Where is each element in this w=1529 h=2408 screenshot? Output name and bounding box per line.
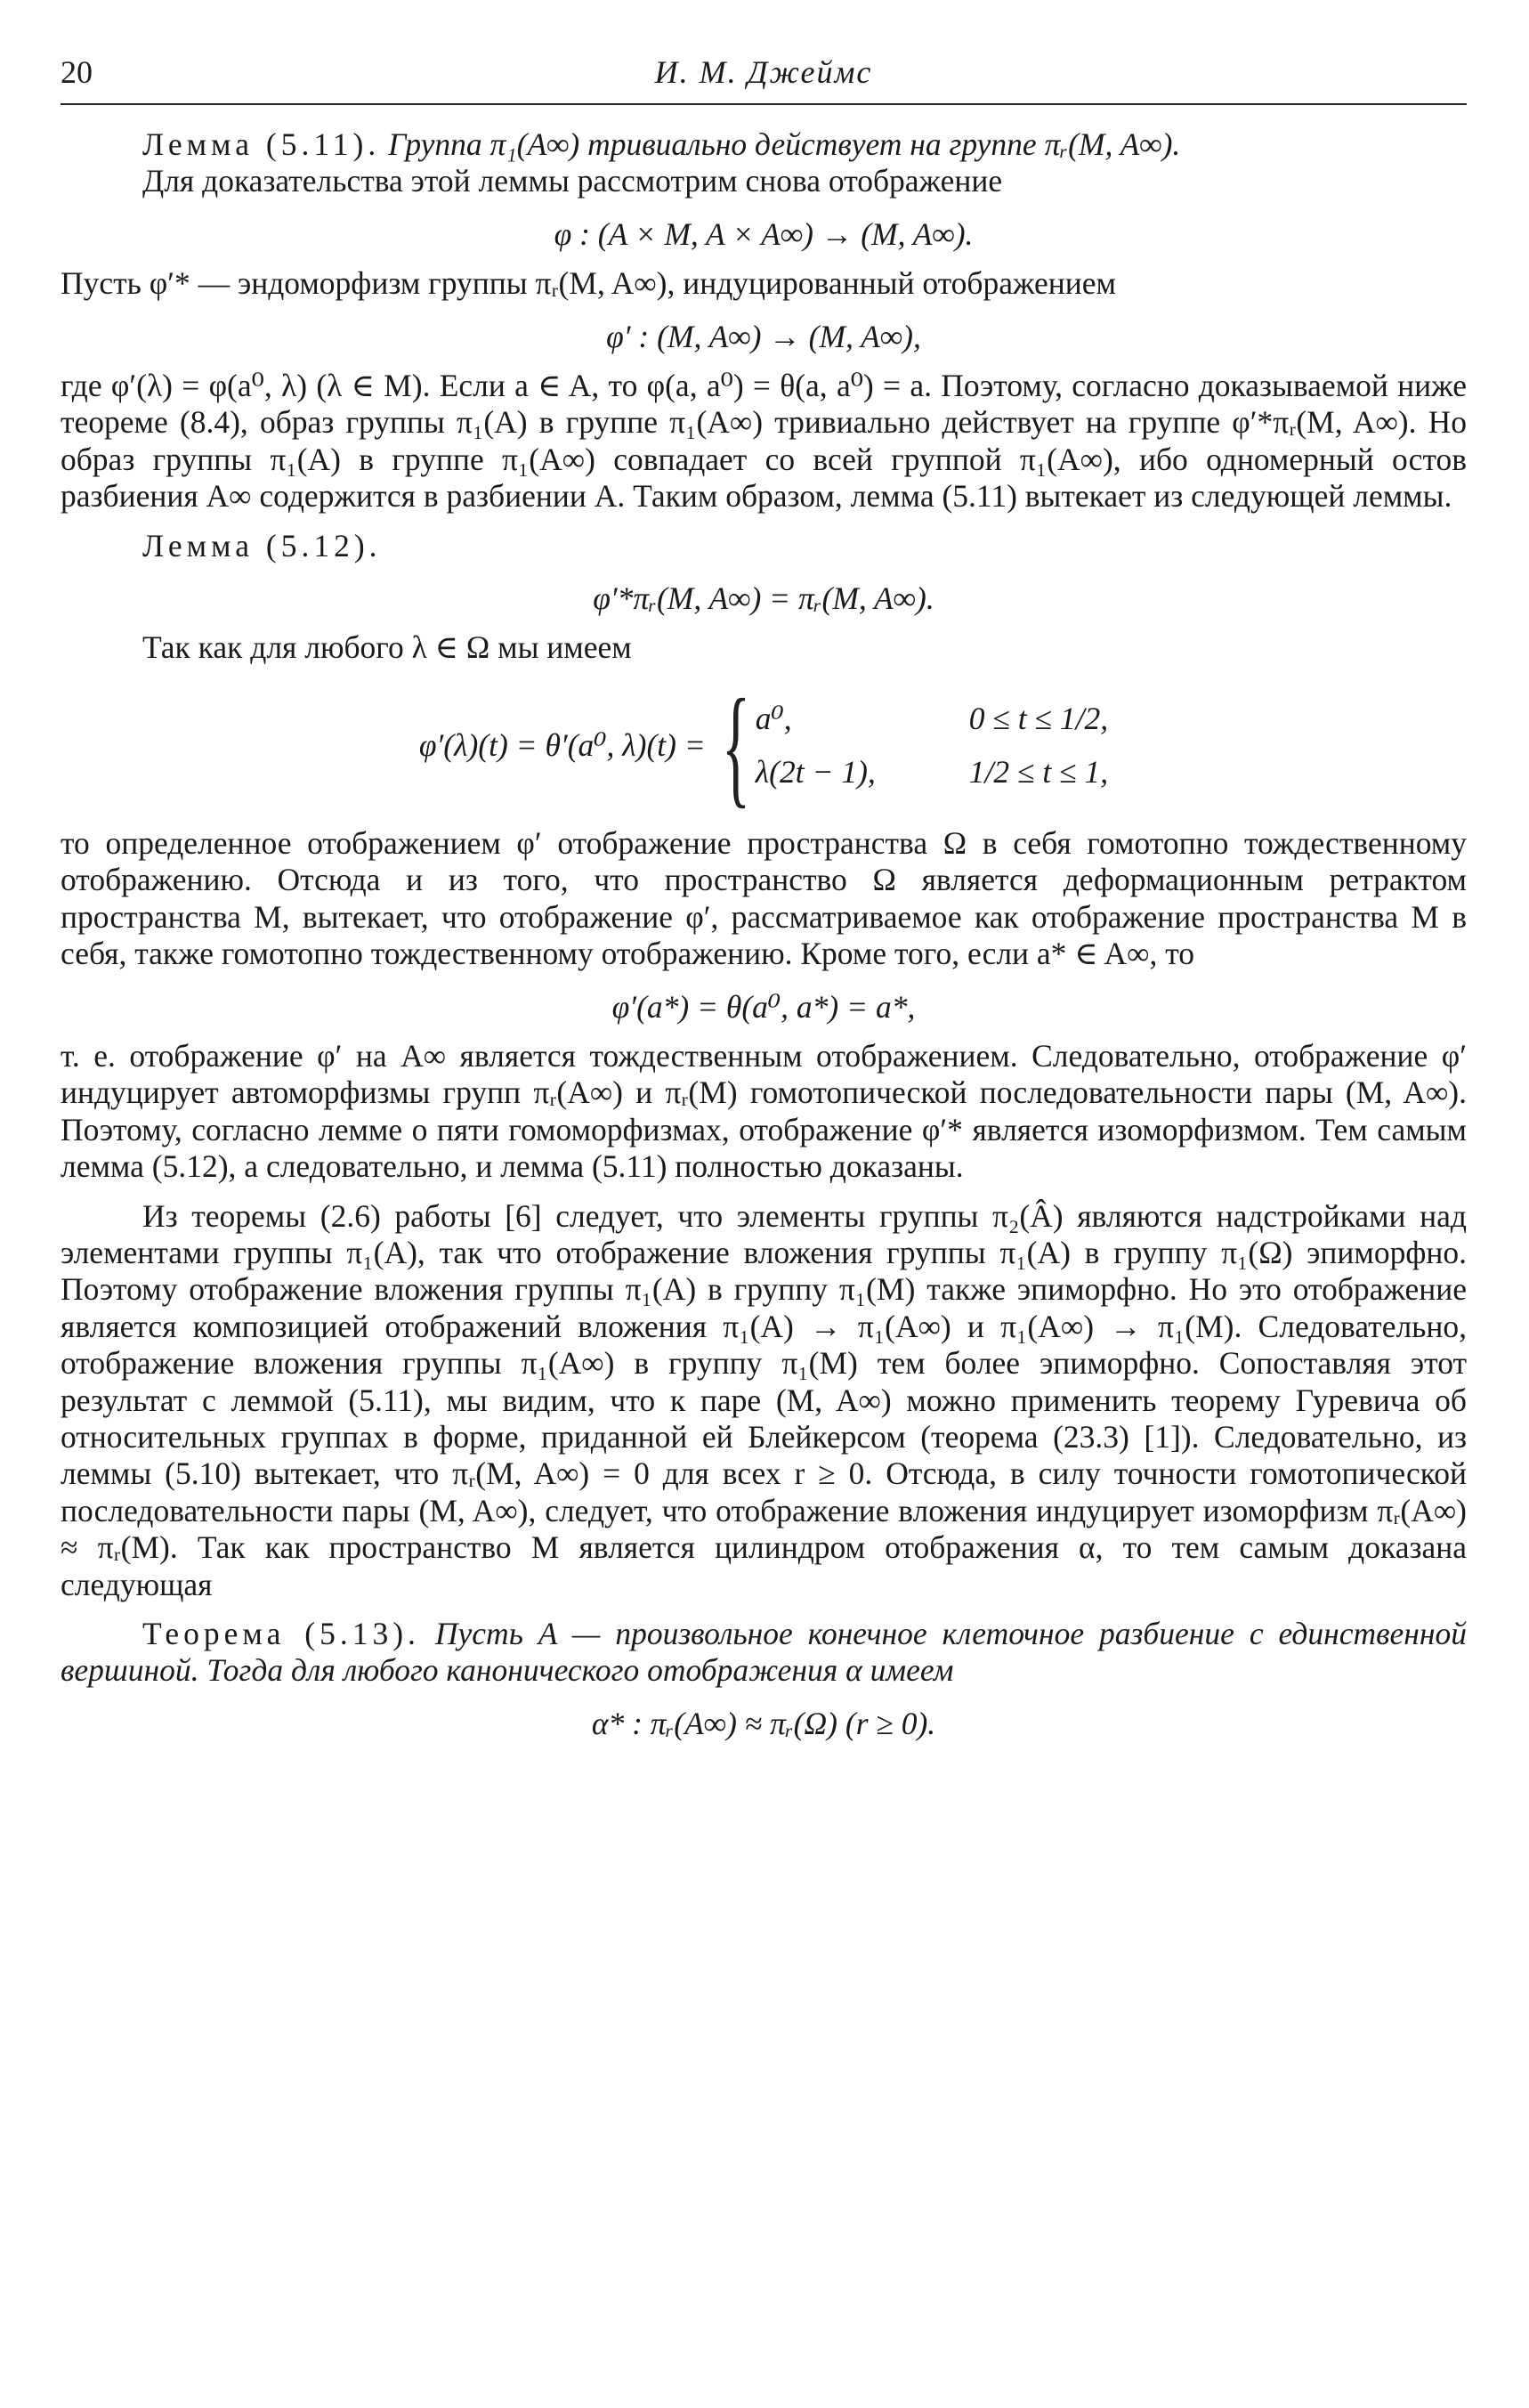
piecewise-lhs: φ′(λ)(t) = θ′(a⁰, λ)(t) = bbox=[418, 727, 706, 764]
case-2-value: λ(2t − 1), bbox=[755, 753, 876, 790]
brace: { bbox=[721, 671, 750, 820]
page-body bbox=[61, 126, 1467, 1742]
page bbox=[61, 50, 1467, 1755]
paragraph-5: то определенное отображением φ′ отображение пространства Ω в себя гомотопно тождественному отображению. Отсюда и из того, что пространство Ω является деформационным ретрактом пространства M, вытекает, что отображение φ′, рассматриваемое как отображение пространства M в себя, также гомотопно тождественному отображению. Кроме того, если a* ∈ A∞, то bbox=[61, 824, 1467, 972]
piecewise-row bbox=[756, 701, 1108, 737]
running-head: И. М. Джеймс bbox=[654, 54, 873, 90]
case-2-condition: 1/2 ≤ t ≤ 1, bbox=[968, 753, 1109, 790]
formula-5: α* : πᵣ(A∞) ≈ πᵣ(Ω) (r ≥ 0). bbox=[591, 1705, 936, 1741]
case-1-value: a⁰, bbox=[755, 701, 792, 737]
paragraph-6: т. е. отображение φ′ на A∞ является тождественным отображением. Следовательно, отображение φ′ индуцирует автоморфизмы групп πᵣ(A∞) и πᵣ(M) гомотопической последовательности пары (M, A∞). Поэтому, согласно лемме о пяти гомоморфизмах, отображение φ′* является изоморфизмом. Тем самым лемма (5.12), а следовательно, и лемма (5.11) полностью доказаны. bbox=[61, 1037, 1467, 1185]
theorem-5-13-text: Пусть A — произвольное конечное клеточное разбиение с единственной вершиной. Тогда для любого канонического отображения α имеем bbox=[61, 1616, 1468, 1689]
piecewise-row bbox=[756, 754, 1108, 791]
paragraph-2: Пусть φ′* — эндоморфизм группы πᵣ(M, A∞), индуцированный отображением bbox=[61, 265, 1117, 302]
paragraph-1: Для доказательства этой леммы рассмотрим снова отображение bbox=[142, 163, 1003, 199]
page-number: 20 bbox=[61, 54, 93, 90]
lemma-5-11-label: Лемма (5.11). bbox=[142, 126, 381, 162]
page-header bbox=[61, 50, 1467, 105]
piecewise-cases bbox=[756, 701, 1108, 791]
formula-3: φ′*πᵣ(M, A∞) = πᵣ(M, A∞). bbox=[593, 580, 934, 617]
theorem-5-13 bbox=[61, 1616, 1467, 1690]
formula-2: φ′ : (M, A∞) → (M, A∞), bbox=[606, 318, 921, 354]
case-1-condition: 0 ≤ t ≤ 1/2, bbox=[968, 701, 1109, 737]
lemma-5-12-label: Лемма (5.12). bbox=[142, 527, 382, 563]
piecewise-formula bbox=[61, 671, 1467, 820]
paragraph-7: Из теоремы (2.6) работы [6] следует, что элементы группы π₂(Â) являются надстройками над элементами группы π₁(A), так что отображение вложения группы π₁(A) в группу π₁(Ω) эпиморфно. Поэтому отображение вложения группы π₁(A) в группу π₁(M) также эпиморфно. Но это отображение является композицией отображений вложения π₁(A) → π₁(A∞) и π₁(A∞) → π₁(M). Следовательно, отображение вложения группы π₁(A∞) в группу π₁(M) тем более эпиморфно. Сопоставляя этот результат с леммой (5.11), мы видим, что к паре (M, A∞) можно применить теорему Гуревича об относительных группах в форме, приданной ей Блейкерсом (теорема (23.3) [1]). Следовательно, из леммы (5.10) вытекает, что πᵣ(M, A∞) = 0 для всех r ≥ 0. Отсюда, в силу точности гомотопической последовательности пары (M, A∞), следует, что отображение вложения индуцирует изоморфизм πᵣ(A∞) ≈ πᵣ(M). Так как пространство M является цилиндром отображения α, то тем самым доказана следующая bbox=[61, 1197, 1467, 1602]
lemma-5-11 bbox=[61, 126, 1467, 163]
lemma-5-11-text: Группа π₁(A∞) тривиально действует на группе πᵣ(M, A∞). bbox=[388, 126, 1181, 162]
formula-1: φ : (A × M, A × A∞) → (M, A∞). bbox=[554, 215, 974, 252]
paragraph-4: Так как для любого λ ∈ Ω мы имеем bbox=[142, 629, 632, 666]
theorem-5-13-label: Теорема (5.13). bbox=[142, 1616, 420, 1651]
formula-4: φ′(a*) = θ(a⁰, a*) = a*, bbox=[611, 988, 916, 1025]
paragraph-3: где φ′(λ) = φ(a⁰, λ) (λ ∈ M). Если a ∈ A, то φ(a, a⁰) = θ(a, a⁰) = a. Поэтому, согласно доказываемой ниже теореме (8.4), образ группы π₁(A) в группе π₁(A∞) тривиально действует на группе φ′*πᵣ(M, A∞). Но образ группы π₁(A) в группе π₁(A∞) совпадает со всей группой π₁(A∞), ибо одномерный остов разбиения A∞ содержится в разбиении A. Таким образом, лемма (5.11) вытекает из следующей леммы. bbox=[61, 368, 1467, 515]
